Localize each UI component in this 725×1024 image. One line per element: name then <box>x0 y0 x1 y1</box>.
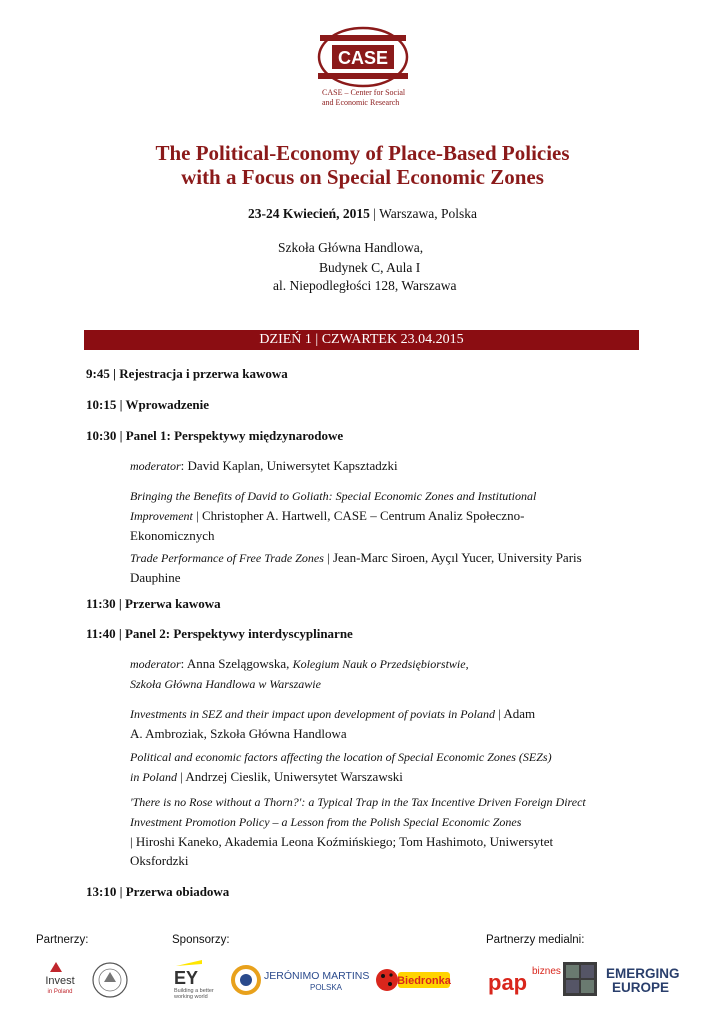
agenda-slot-intro: 10:15 | Wprowadzenie <box>86 397 209 412</box>
moderator-name: : Anna Szelągowska, <box>180 656 293 671</box>
talk-authors-cont: Oksfordzki <box>130 853 189 868</box>
media-partners-label: Partnerzy medialni: <box>486 934 585 946</box>
jm-text: JERÓNIMO MARTINS <box>264 970 370 982</box>
case-logo <box>318 26 408 88</box>
jeronimo-martins-logo <box>230 958 370 1002</box>
agenda-slot-coffee: 11:30 | Przerwa kawowa <box>86 596 221 611</box>
talk-title-cont: Improvement <box>130 509 193 523</box>
page-title-line-2: with a Focus on Special Economic Zones <box>181 165 544 189</box>
talk-title: Investments in SEZ and their impact upon development of poviats in Poland <box>130 707 495 721</box>
talk-authors-cont: Ekonomicznych <box>130 528 215 543</box>
talk-title: 'There is no Rose without a Thorn?': a Typical Trap in the Tax Incentive Driven Foreign Direct <box>130 795 586 809</box>
invest-in-poland-logo <box>36 958 84 1002</box>
sponsors-label: Sponsorzy: <box>172 934 230 946</box>
panel-2-talk-3 <box>130 792 610 870</box>
partners-label: Partnerzy: <box>36 934 89 946</box>
panel-1-talk-2 <box>130 548 610 587</box>
moderator-label: moderator <box>130 657 181 671</box>
case-logo-graphic <box>318 26 408 88</box>
invest-text: Invest <box>45 975 75 987</box>
day-header-bar: DZIEŃ 1 | CZWARTEK 23.04.2015 <box>84 330 639 350</box>
ey-tagline-a: Building a better <box>174 988 214 994</box>
talk-authors-cont: A. Ambroziak, Szkoła Główna Handlowa <box>130 726 347 741</box>
panel-2-talk-2 <box>130 747 610 787</box>
talk-title: Trade Performance of Free Trade Zones <box>130 551 324 565</box>
page-title-line-1: The Political-Economy of Place-Based Policies <box>155 141 570 165</box>
talk-authors: | Adam <box>494 706 536 721</box>
pap-text: pap <box>488 970 528 995</box>
org-tagline-1: CASE – Center for Social <box>322 88 406 97</box>
media-partner-square-logo <box>562 958 598 1002</box>
event-date-line <box>0 206 725 222</box>
europe-text: EUROPE <box>612 980 670 995</box>
talk-authors: | Christopher A. Hartwell, CASE – Centrum Analiz Społeczno- <box>192 508 525 523</box>
agenda-slot-panel-2: 11:40 | Panel 2: Perspektywy interdyscyplinarne <box>86 626 353 641</box>
jm-sub-text: POLSKA <box>310 983 343 992</box>
logo-text: CASE <box>337 48 389 68</box>
talk-title: Political and economic factors affecting the location of Special Economic Zones (SEZs) <box>130 750 552 764</box>
emerging-text: EMERGING <box>606 966 680 981</box>
org-tagline-2: and Economic Research <box>322 98 400 107</box>
date-separator: | <box>369 206 380 221</box>
venue-line-1: Szkoła Główna Handlowa, <box>278 240 424 255</box>
agenda-slot-lunch: 13:10 | Przerwa obiadowa <box>86 884 230 899</box>
talk-authors: | Andrzej Cieslik, Uniwersytet Warszawski <box>177 769 403 784</box>
moderator-affiliation-cont: Szkoła Główna Handlowa w Warszawie <box>130 677 321 691</box>
agenda-slot-panel-1: 10:30 | Panel 1: Perspektywy międzynarodowe <box>86 428 344 443</box>
event-date: 23-24 Kwiecień, 2015 <box>248 206 370 221</box>
panel-2-talk-1 <box>130 704 610 743</box>
event-city: Warszawa, Polska <box>379 206 477 221</box>
biedronka-text: Biedronka <box>397 975 451 987</box>
sgh-seal-logo <box>90 958 130 1002</box>
moderator-affiliation: Kolegium Nauk o Przedsiębiorstwie, <box>292 657 469 671</box>
panel-1-moderator <box>130 456 610 476</box>
talk-title: Bringing the Benefits of David to Goliath: Special Economic Zones and Institutional <box>130 489 537 503</box>
biedronka-logo <box>374 958 454 1002</box>
talk-authors-cont: Dauphine <box>130 570 181 585</box>
talk-title-cont: in Poland <box>130 770 177 784</box>
ey-text: EY <box>174 968 199 988</box>
moderator-label: moderator <box>130 459 181 473</box>
pap-sup-text: biznes <box>532 966 561 977</box>
ey-logo <box>172 958 222 1002</box>
panel-1-talk-1 <box>130 486 610 545</box>
pap-biznes-logo <box>486 958 561 1002</box>
venue-line-2: Budynek C, Aula I <box>319 260 421 275</box>
panel-2-moderator <box>130 654 610 694</box>
moderator-name: : David Kaplan, Uniwersytet Kapsztadzki <box>180 458 398 473</box>
invest-sub-text: in Poland <box>47 989 73 995</box>
venue-line-3: al. Niepodległości 128, Warszawa <box>273 278 457 293</box>
emerging-europe-logo <box>604 958 686 1002</box>
ey-tagline-b: working world <box>174 994 208 1000</box>
talk-authors: | Jean-Marc Siroen, Ayçıl Yucer, University Paris <box>323 550 582 565</box>
agenda-slot-registration: 9:45 | Rejestracja i przerwa kawowa <box>86 366 288 381</box>
talk-title-cont: Investment Promotion Policy – a Lesson from the Polish Special Economic Zones <box>130 815 522 829</box>
org-tagline <box>322 88 432 108</box>
talk-authors: | Hiroshi Kaneko, Akademia Leona Koźmińskiego; Tom Hashimoto, Uniwersytet <box>130 834 554 849</box>
